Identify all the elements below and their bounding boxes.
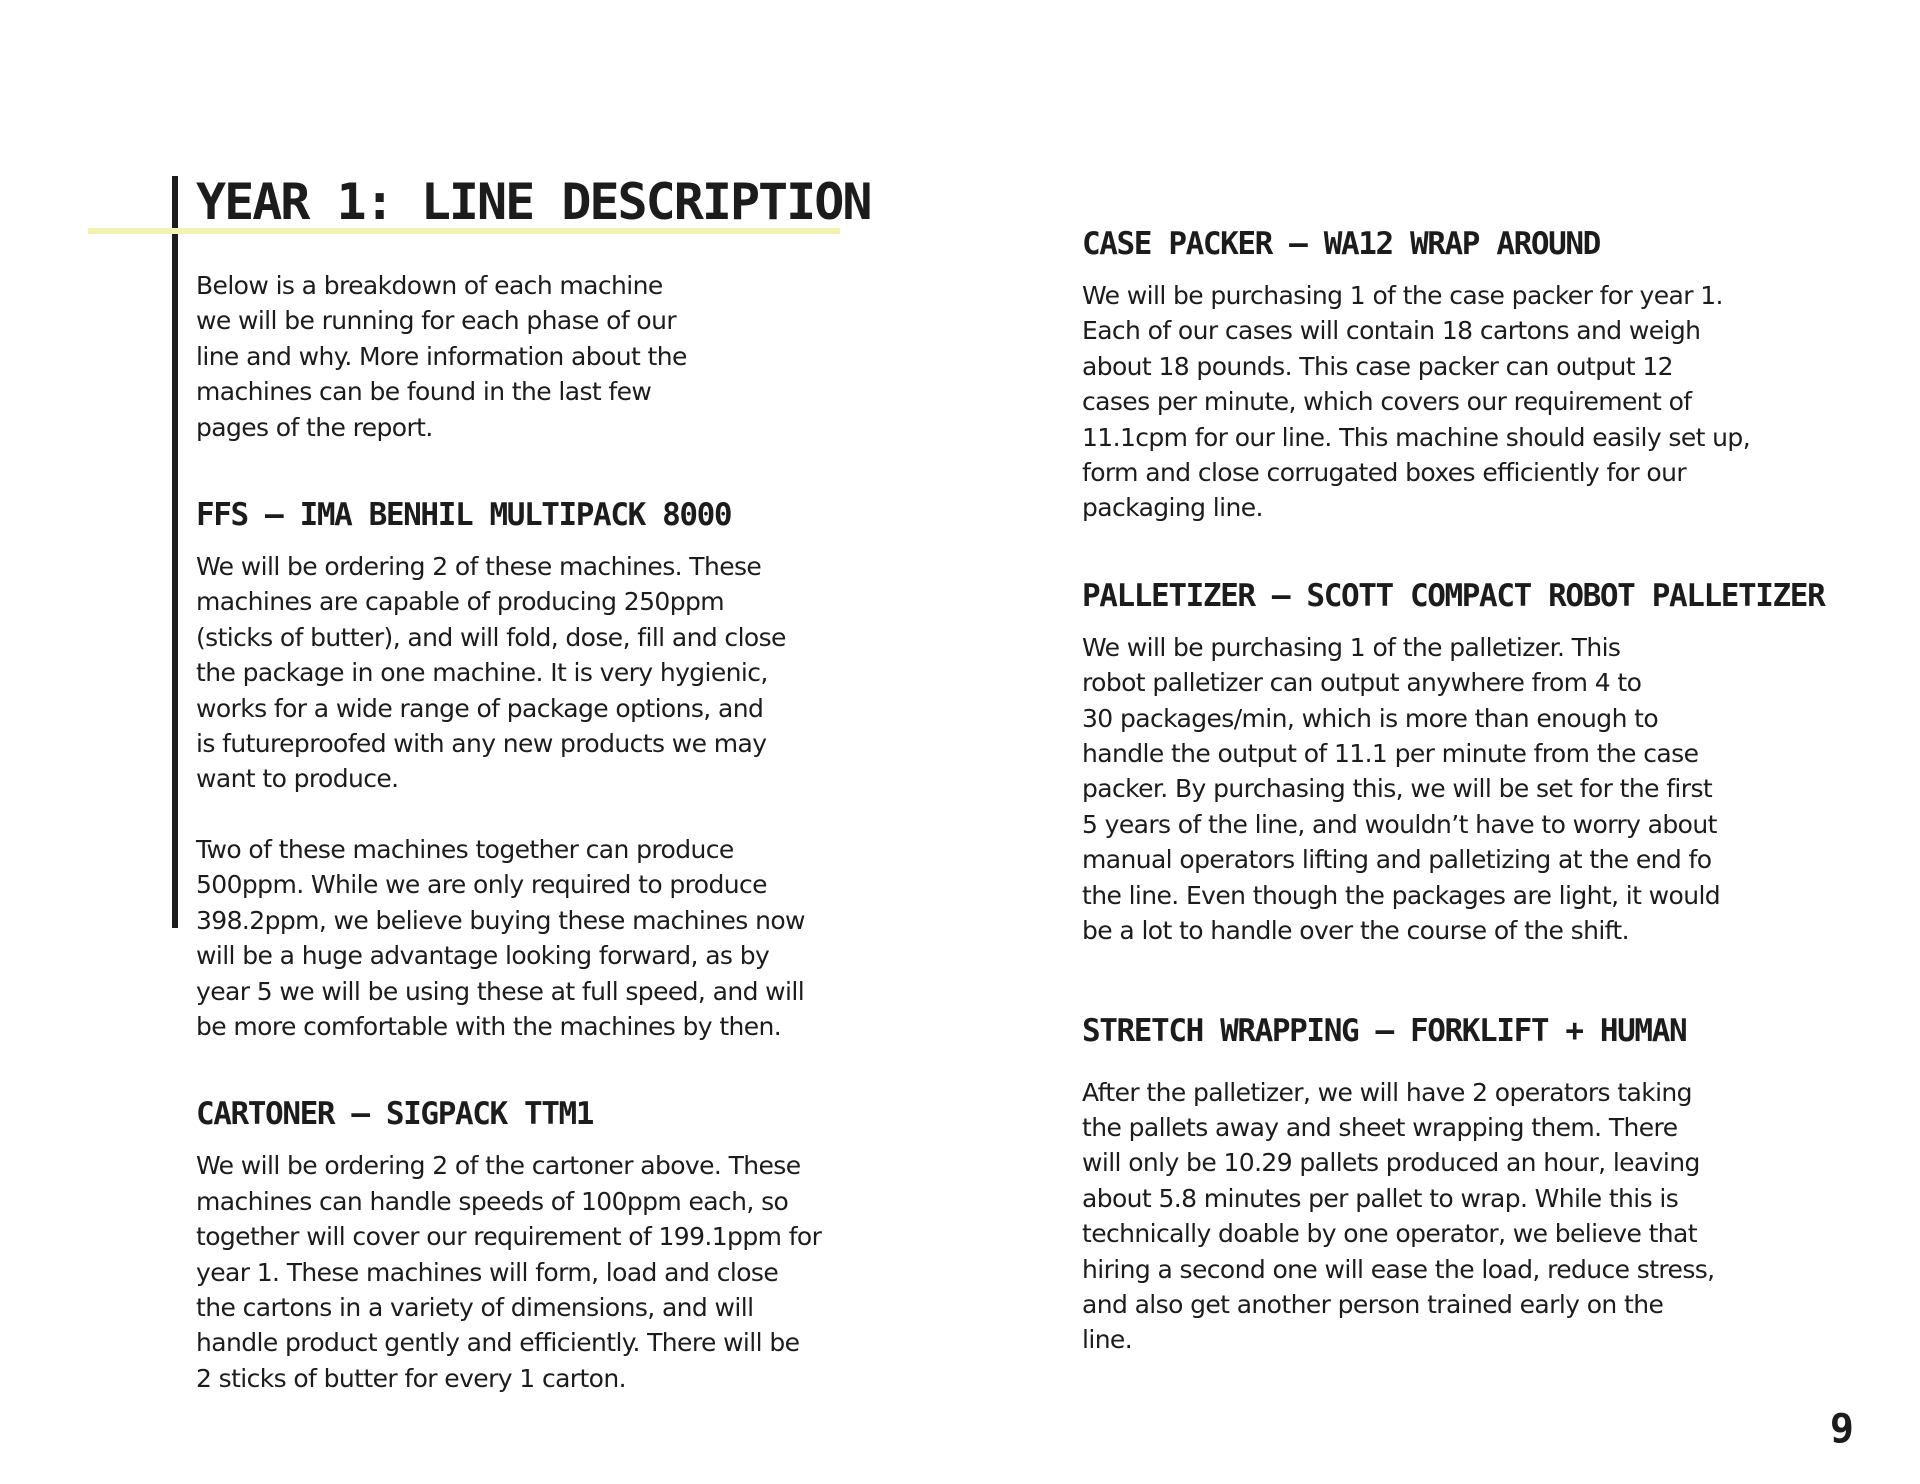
palletizer-heading: PALLETIZER – SCOTT COMPACT ROBOT PALLETIZER (1082, 577, 1825, 614)
cartoner-paragraph: We will be ordering 2 of the cartoner above. These machines can handle speeds of 100ppm each, so together will cover our requirement of 199.1ppm for year 1. These machines will form, load and close the cartons in a variety of dimensions, and will handle product gently and efficiently. There will be 2 sticks of butter for every 1 carton. (196, 1151, 822, 1393)
stretch-wrapping-paragraph: After the palletizer, we will have 2 operators taking the pallets away and sheet wrapping them. There will only be 10.29 pallets produced an hour, leaving about 5.8 minutes per pallet to wrap. While this is technically doable by one operator, we believe that hiring a second one will ease the load, reduce stress, and also get another person trained early on the line. (1082, 1077, 1715, 1355)
ffs-heading: FFS – IMA BENHIL MULTIPACK 8000 (196, 497, 732, 534)
left-accent-bar (172, 176, 178, 928)
left-column (196, 268, 936, 1396)
case-packer-paragraph: We will be purchasing 1 of the case packer for year 1. Each of our cases will contain 18 cartons and weigh about 18 pounds. This case packer can output 12 cases per minute, which covers our requirement of 11.1cpm for our line. This machine should easily set up, form and close corrugated boxes efficiently for our packaging line. (1082, 281, 1751, 523)
cartoner-heading: CARTONER – SIGPACK TTM1 (196, 1096, 594, 1133)
palletizer-paragraph: We will be purchasing 1 of the palletizer. This robot palletizer can output anywhere from 4 to 30 packages/min, which is more than enough to handle the output of 11.1 per minute from the case packer. By purchasing this, we will be set for the first 5 years of the line, and wouldn’t have to worry about manual operators lifting and palletizing at the end fo the line. Even though the packages are light, it would be a lot to handle over the course of the shift. (1082, 632, 1721, 946)
ffs-paragraph-2: Two of these machines together can produce 500ppm. While we are only required to produce 398.2ppm, we believe buying these machines now will be a huge advantage looking forward, as by year 5 we will be using these at full speed, and will be more comfortable with the machines by then. (196, 834, 805, 1041)
page-number: 9 (1829, 1406, 1854, 1452)
page-title: YEAR 1: LINE DESCRIPTION (196, 173, 871, 231)
ffs-paragraph-1: We will be ordering 2 of these machines. These machines are capable of producing 250ppm (sticks of butter), and will fold, dose, fill and close the package in one machine. It is very hygienic, works for a wide range of package options, and is futureproofed with any new products we may want to produce. (196, 552, 786, 794)
stretch-wrapping-heading: STRETCH WRAPPING – FORKLIFT + HUMAN (1082, 1012, 1687, 1049)
intro-paragraph: Below is a breakdown of each machine we will be running for each phase of our line and why. More information about the machines can be found in the last few pages of the report. (196, 271, 687, 442)
right-column (1082, 224, 1862, 1358)
case-packer-heading: CASE PACKER – WA12 WRAP AROUND (1082, 226, 1600, 262)
